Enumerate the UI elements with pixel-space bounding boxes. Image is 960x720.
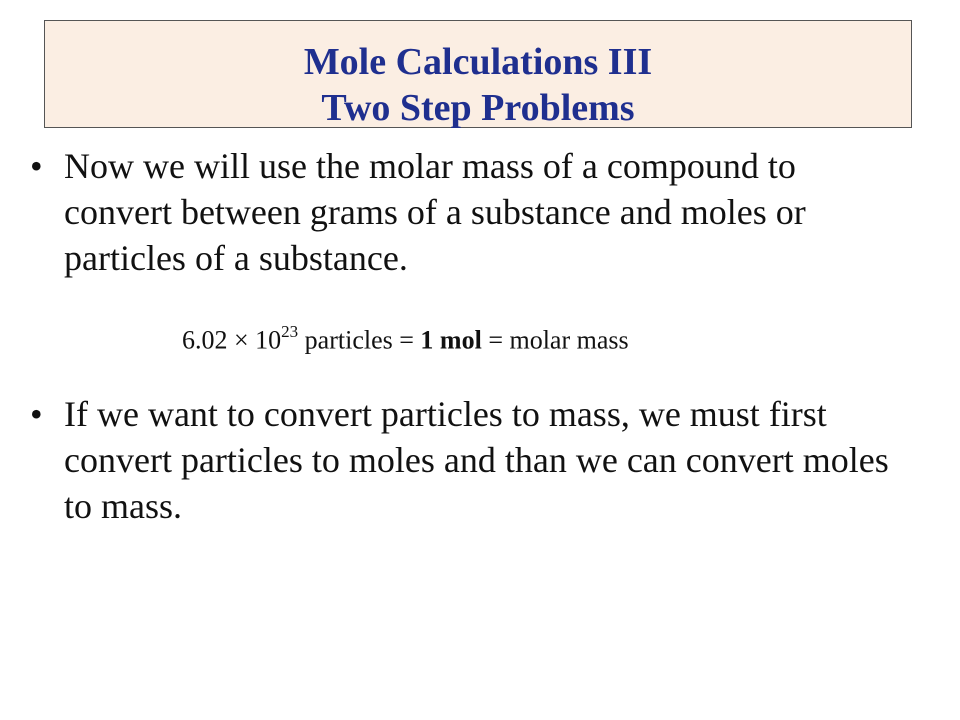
bullet-item-2 [30, 391, 910, 529]
equation-molar-mass: molar mass [509, 325, 629, 355]
bullet-text-2: If we want to convert particles to mass, we must first convert particles to moles and than we can convert moles to mass. [64, 394, 889, 526]
conversion-equation [182, 318, 629, 357]
bullet-item-1 [30, 143, 910, 281]
equation-equals-1: = [392, 325, 421, 355]
equation-coefficient: 6.02 × 10 [182, 325, 282, 355]
slide-title-box [44, 20, 912, 128]
slide-subtitle: Two Step Problems [321, 87, 635, 129]
slide-title: Mole Calculations III [303, 41, 653, 83]
equation-equals-2: = [481, 325, 510, 355]
bullet-icon: • [30, 394, 43, 434]
bullet-icon: • [30, 146, 43, 186]
equation-particles: particles [298, 325, 393, 355]
equation-exponent: 23 [281, 322, 299, 341]
equation-mol: 1 mol [420, 325, 482, 355]
bullet-text-1: Now we will use the molar mass of a compound to convert between grams of a substance and moles or particles of a substance. [64, 146, 806, 278]
